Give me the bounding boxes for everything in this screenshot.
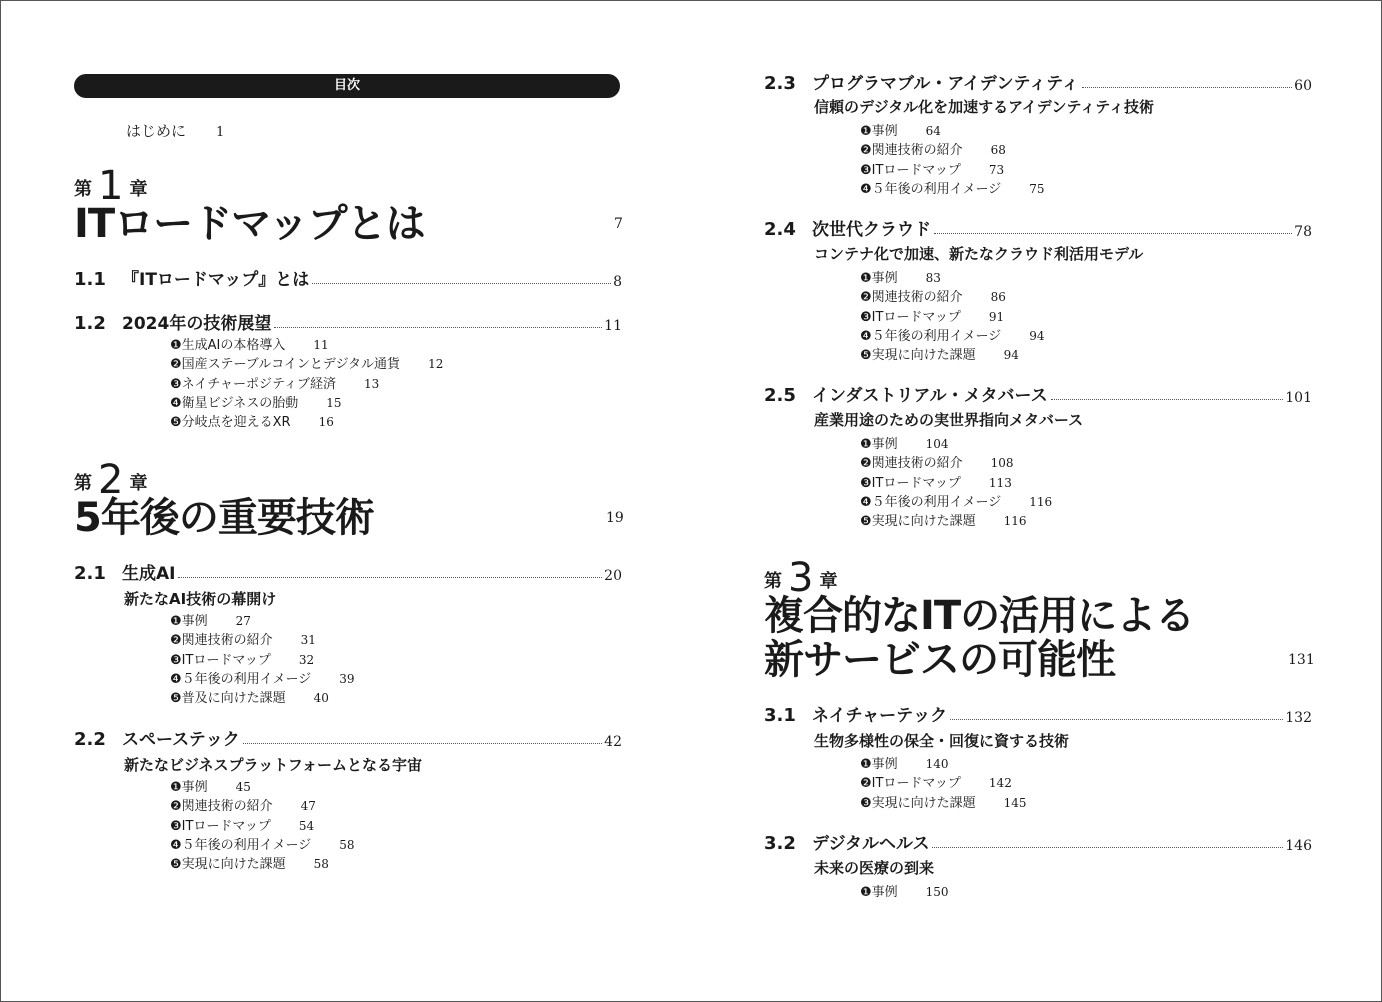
toc-item[interactable]: ❶生成AIの本格導入 11	[170, 338, 329, 353]
section-2-5-subtitle: 産業用途のための実世界指向メタバース	[814, 411, 1084, 429]
section-3-2-items	[860, 883, 949, 902]
toc-section-1-1[interactable]	[74, 268, 622, 290]
toc-item[interactable]: ❷ITロードマップ 142	[860, 776, 1012, 792]
chapter-suffix: 章	[129, 179, 148, 200]
toc-item[interactable]: ❹５年後の利用イメージ 58	[170, 837, 355, 853]
toc-item[interactable]: ❺実現に向けた課題 58	[170, 857, 329, 873]
section-title: 次世代クラウド	[812, 220, 931, 240]
chapter-prefix: 第	[74, 179, 92, 200]
toc-item[interactable]: ❸ITロードマップ 32	[170, 652, 315, 668]
section-number: 2.3	[764, 73, 796, 94]
section-title: 生成AI	[122, 564, 176, 584]
chapter-3-page: 131	[1288, 652, 1315, 668]
toc-item[interactable]: ❶事例 104	[860, 437, 949, 452]
toc-section-3-2[interactable]	[764, 832, 1312, 854]
dot-leader	[312, 283, 611, 284]
section-2-3-subtitle: 信頼のデジタル化を加速するアイデンティティ技術	[814, 98, 1155, 116]
toc-item[interactable]: ❺実現に向けた課題 116	[860, 514, 1027, 530]
toc-item[interactable]: ❸ITロードマップ 113	[860, 475, 1012, 491]
section-1-2-items	[170, 336, 443, 432]
toc-item[interactable]: ❷関連技術の紹介 68	[860, 143, 1006, 159]
toc-item[interactable]: ❺実現に向けた課題 94	[860, 348, 1019, 364]
toc-item[interactable]: ❶事例 64	[860, 124, 941, 139]
toc-item[interactable]: ❷関連技術の紹介 108	[860, 456, 1014, 472]
chapter-suffix: 章	[819, 571, 838, 592]
section-title: インダストリアル・メタバース	[812, 386, 1048, 406]
section-2-1-subtitle: 新たなAI技術の幕開け	[124, 590, 277, 608]
section-number: 2.5	[764, 385, 796, 406]
chapter-number: 2	[98, 457, 124, 503]
section-3-1-subtitle: 生物多様性の保全・回復に資する技術	[814, 732, 1070, 750]
section-number: 3.2	[764, 833, 796, 854]
chapter-3-title-line-1[interactable]: 複合的なITの活用による	[764, 593, 1195, 639]
toc-item[interactable]: ❹衛星ビジネスの胎動 15	[170, 395, 342, 411]
toc-item[interactable]: ❸ネイチャーポジティブ経済 13	[170, 376, 380, 392]
toc-section-2-1[interactable]	[74, 562, 622, 584]
chapter-prefix: 第	[764, 571, 782, 592]
toc-section-2-4[interactable]	[764, 218, 1312, 240]
toc-item[interactable]: ❷国産ステーブルコインとデジタル通貨 12	[170, 357, 444, 373]
toc-entry-intro[interactable]	[126, 120, 224, 141]
section-3-2-subtitle: 未来の医療の到来	[814, 859, 935, 877]
section-number: 1.1	[74, 269, 106, 290]
toc-item[interactable]: ❶事例 150	[860, 885, 949, 900]
dot-leader	[274, 327, 602, 328]
section-page: 101	[1285, 390, 1312, 406]
toc-title: 目次	[74, 74, 620, 98]
dot-leader	[1051, 399, 1284, 400]
section-3-1-items	[860, 755, 1027, 813]
toc-item[interactable]: ❸ITロードマップ 54	[170, 818, 315, 834]
chapter-1-title[interactable]: ITロードマップとは	[74, 201, 425, 247]
section-number: 3.1	[764, 705, 796, 726]
toc-section-2-3[interactable]	[764, 72, 1312, 94]
section-page: 146	[1285, 838, 1312, 854]
toc-item[interactable]: ❷関連技術の紹介 47	[170, 799, 316, 815]
chapter-2-page: 19	[606, 510, 624, 526]
toc-item[interactable]: ❶事例 27	[170, 614, 251, 629]
toc-item[interactable]: ❹５年後の利用イメージ 116	[860, 494, 1053, 510]
dot-leader	[950, 719, 1283, 720]
section-page: 20	[604, 568, 622, 584]
section-page: 11	[604, 318, 622, 334]
toc-section-2-5[interactable]	[764, 384, 1312, 406]
toc-item[interactable]: ❸ITロードマップ 91	[860, 309, 1005, 325]
toc-item[interactable]: ❶事例 83	[860, 271, 941, 286]
toc-item[interactable]: ❶事例 45	[170, 780, 251, 795]
toc-item[interactable]: ❹５年後の利用イメージ 39	[170, 671, 355, 687]
section-number: 2.4	[764, 219, 796, 240]
toc-item[interactable]: ❺普及に向けた課題 40	[170, 691, 329, 707]
chapter-prefix: 第	[74, 473, 92, 494]
dot-leader	[932, 847, 1283, 848]
section-2-2-subtitle: 新たなビジネスプラットフォームとなる宇宙	[124, 756, 423, 774]
section-page: 60	[1294, 78, 1312, 94]
section-2-3-items	[860, 122, 1045, 199]
section-title: デジタルヘルス	[812, 834, 930, 854]
section-page: 132	[1285, 710, 1312, 726]
toc-item[interactable]: ❷関連技術の紹介 31	[170, 633, 316, 649]
chapter-suffix: 章	[129, 473, 148, 494]
chapter-number: 3	[788, 555, 814, 601]
section-2-2-items	[170, 778, 355, 874]
dot-leader	[934, 233, 1292, 234]
toc-item[interactable]: ❷関連技術の紹介 86	[860, 290, 1006, 306]
chapter-number: 1	[98, 163, 124, 209]
intro-label: はじめに	[126, 122, 187, 140]
intro-page: 1	[216, 125, 225, 140]
section-number: 2.1	[74, 563, 106, 584]
toc-item[interactable]: ❹５年後の利用イメージ 75	[860, 181, 1045, 197]
section-2-4-subtitle: コンテナ化で加速、新たなクラウド利活用モデル	[814, 245, 1144, 263]
dot-leader	[1082, 87, 1292, 88]
toc-section-2-2[interactable]	[74, 728, 622, 750]
section-2-1-items	[170, 612, 355, 708]
section-title: プログラマブル・アイデンティティ	[812, 74, 1079, 94]
section-title: 『ITロードマップ』とは	[122, 270, 310, 290]
section-page: 78	[1294, 224, 1312, 240]
section-title: 2024年の技術展望	[122, 314, 272, 334]
section-number: 1.2	[74, 313, 106, 334]
section-title: スペーステック	[122, 730, 240, 750]
toc-item[interactable]: ❹５年後の利用イメージ 94	[860, 328, 1045, 344]
section-2-4-items	[860, 269, 1045, 365]
toc-item[interactable]: ❺分岐点を迎えるXR 16	[170, 415, 334, 431]
toc-section-3-1[interactable]	[764, 704, 1312, 726]
toc-section-1-2[interactable]	[74, 312, 622, 334]
chapter-1-page: 7	[614, 216, 623, 232]
section-page: 42	[604, 734, 622, 750]
dot-leader	[243, 743, 602, 744]
section-number: 2.2	[74, 729, 106, 750]
section-title: ネイチャーテック	[812, 706, 948, 726]
toc-item[interactable]: ❸実現に向けた課題 145	[860, 795, 1027, 811]
section-2-5-items	[860, 435, 1052, 531]
dot-leader	[178, 577, 602, 578]
toc-item[interactable]: ❶事例 140	[860, 757, 949, 772]
section-page: 8	[613, 274, 622, 290]
toc-item[interactable]: ❸ITロードマップ 73	[860, 162, 1005, 178]
chapter-2-title[interactable]: 5年後の重要技術	[74, 495, 374, 541]
chapter-3-title-line-2[interactable]: 新サービスの可能性	[764, 637, 1115, 683]
